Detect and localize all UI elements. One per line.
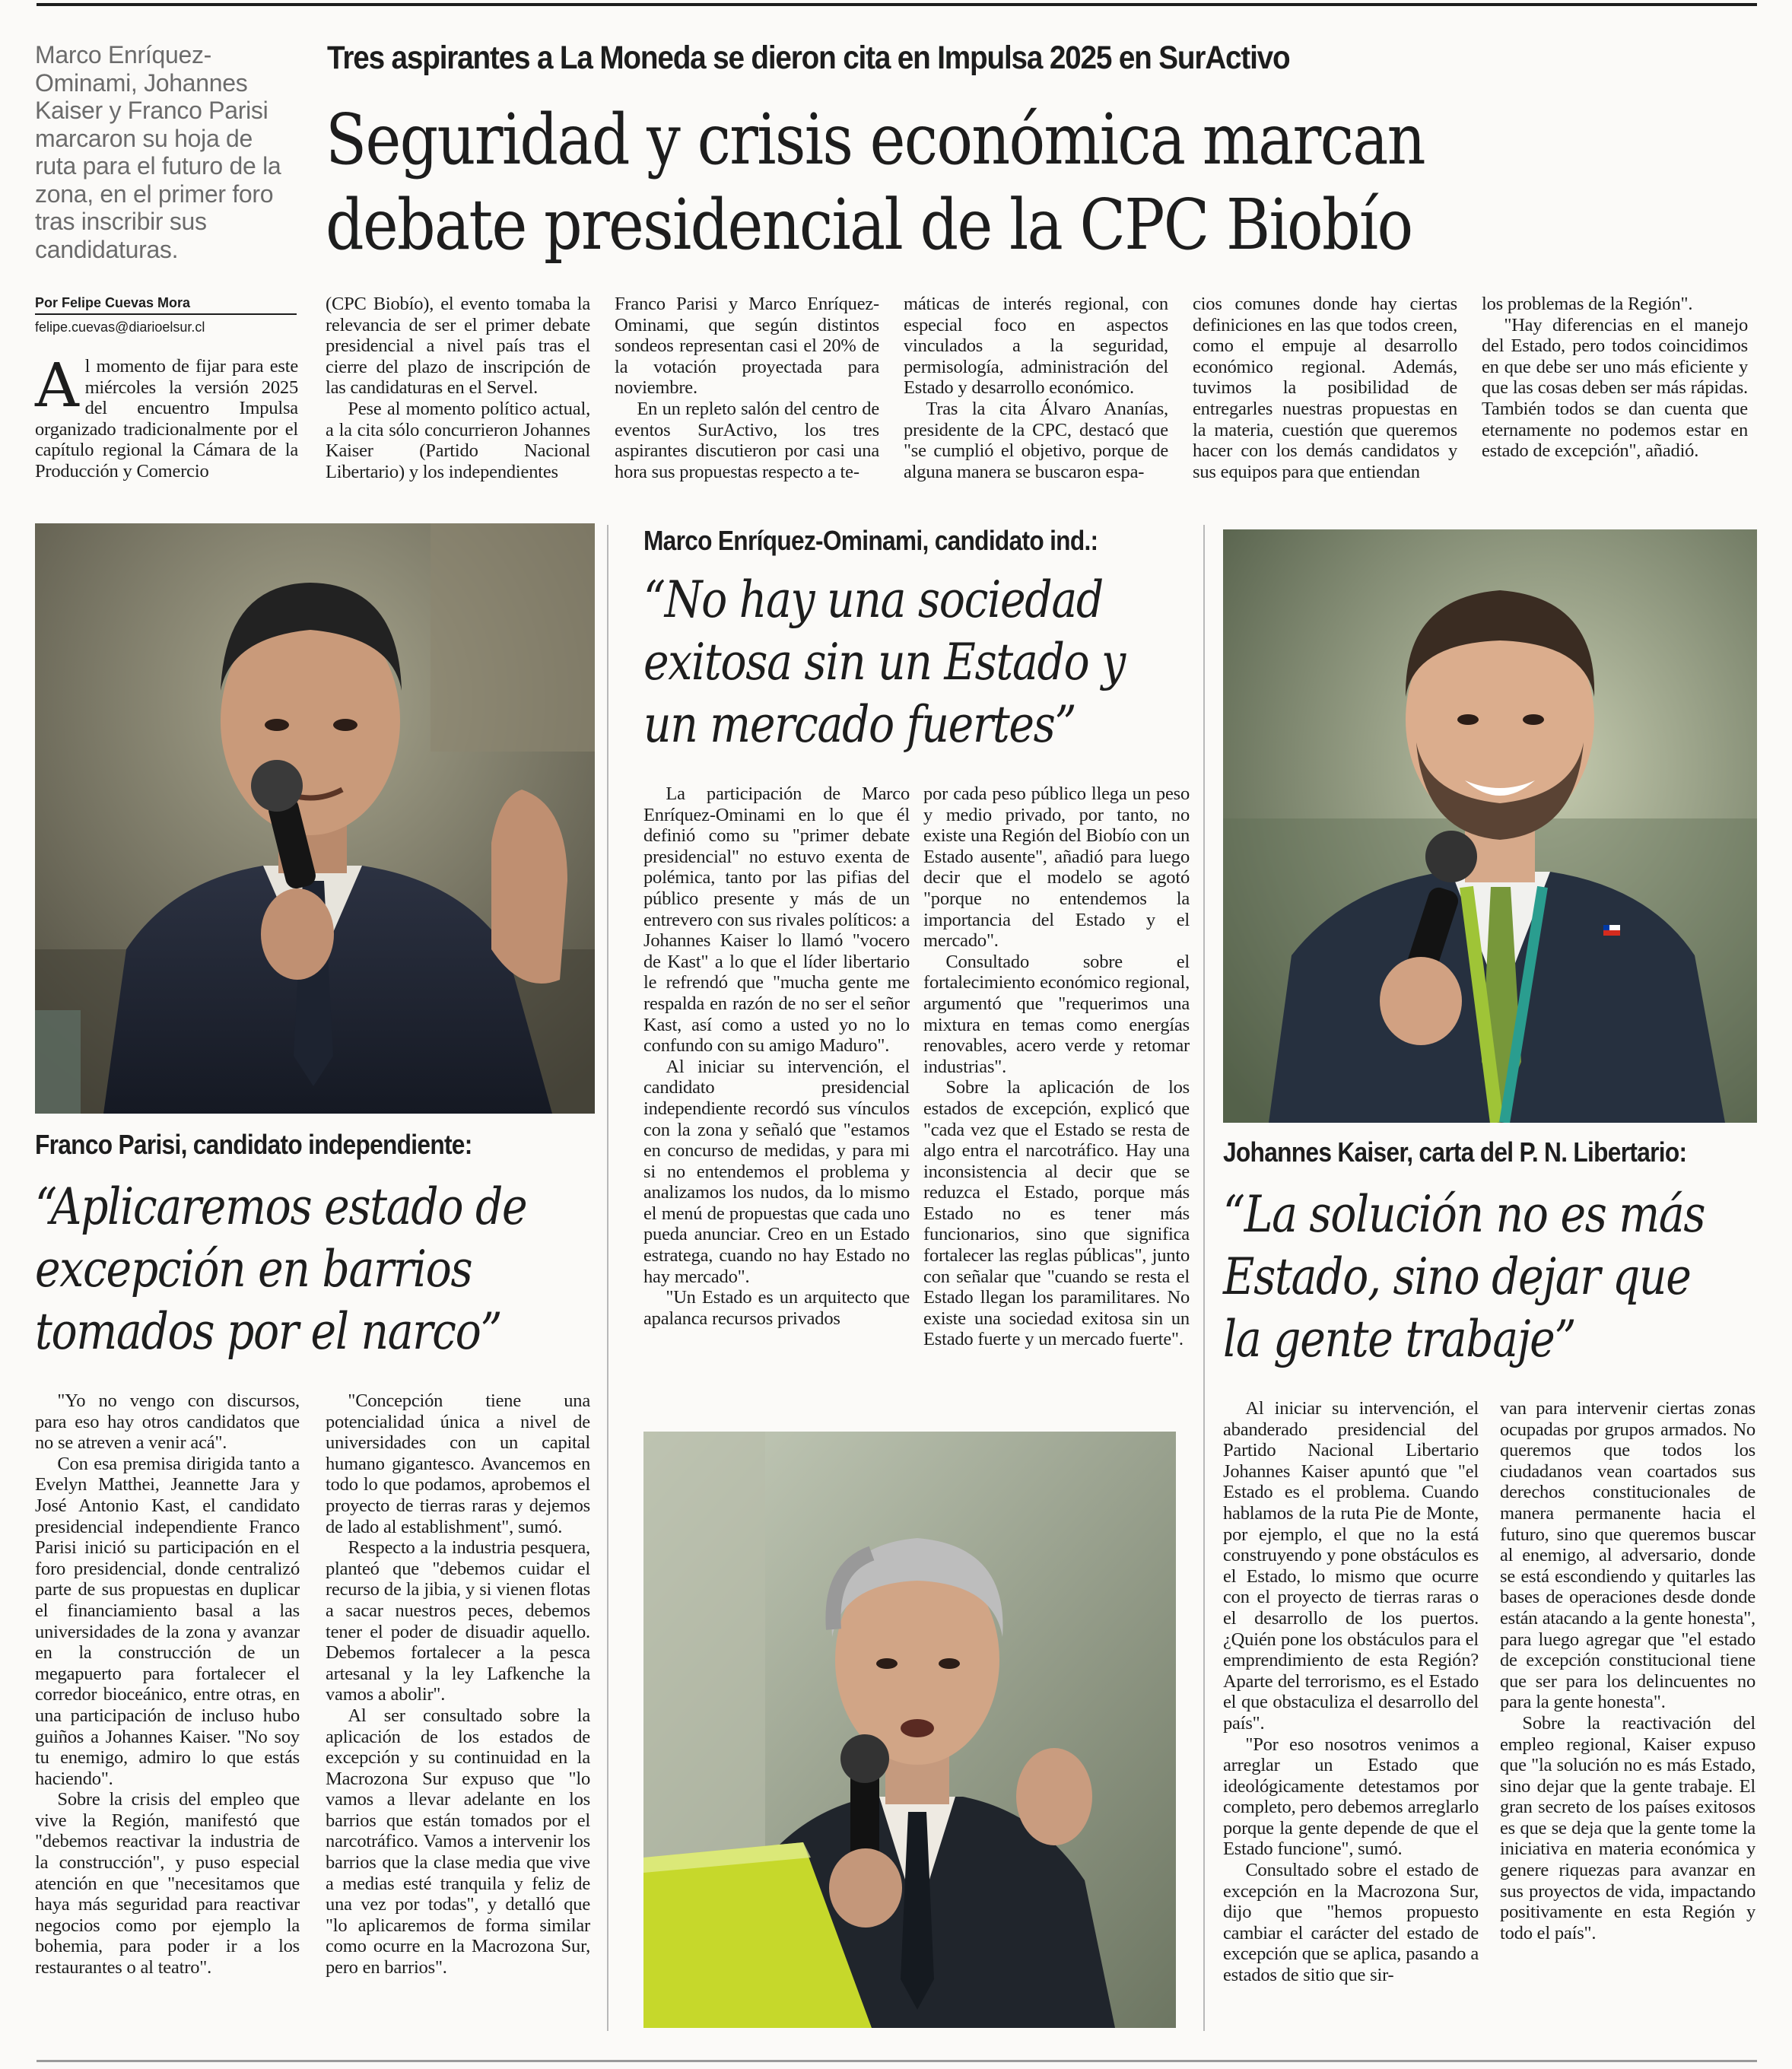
intro-col4-p1: máticas de interés regional, con especial foco en aspectos vinculados a la seguridad, permisología, administración del Estado y desarrollo económico. — [904, 294, 1168, 399]
intro-col2-p1: (CPC Biobío), el evento tomaba la relevancia de ser el primer debate presidencial a nivel país tras el cierre del plazo de inscripción de las candidaturas en el Servel. — [326, 294, 590, 399]
top-rule — [37, 3, 1757, 6]
intro-col4-p2: Tras la cita Álvaro Ananías, presidente de la CPC, destacó que "se cumplió el objetivo, porque de alguna manera se buscaron espa- — [904, 398, 1168, 482]
meo-quote-line-3: un mercado fuertes” — [643, 695, 1076, 754]
column-divider-left — [607, 525, 608, 2031]
intro-col3-p2: En un repleto salón del centro de eventos SurActivo, los tres aspirantes discutieron por casi una hora sus propuestas respecto a te- — [615, 398, 879, 482]
article-headline — [326, 97, 1771, 268]
intro-column-2 — [326, 294, 590, 482]
intro-column-4 — [904, 294, 1168, 482]
article-kicker: Tres aspirantes a La Moneda se dieron cita en Impulsa 2025 en SurActivo — [327, 40, 1290, 76]
parisi-column-2 — [326, 1390, 590, 1978]
column-divider-right — [1203, 525, 1205, 2031]
article-dek: Marco Enríquez-Ominami, Johannes Kaiser y Franco Parisi marcaron su hoja de ruta para el futuro de la zona, en el primer foro tras inscribir sus candidaturas. — [35, 41, 281, 263]
kaiser-col1-p1: Al iniciar su intervención, el abanderado presidencial del Partido Nacional Libertario Johannes Kaiser apuntó que "el Estado es el problema. Cuando hablamos de la ruta Pie de Monte, por ejemplo, el que no la está construyendo y pone obstáculos es el Estado, lo mismo que ocurre con el proyecto de tierras raras o el desarrollo de los puertos. ¿Quién pone los obstáculos para el emprendimiento de esta Región? Aparte del terrorismo, es el Estado el que obstaculiza el desarrollo del país". — [1223, 1398, 1479, 1734]
byline-email: felipe.cuevas@diarioelsur.cl — [35, 319, 205, 335]
intro-column-6 — [1482, 294, 1748, 462]
parisi-photo-image — [35, 523, 595, 1114]
intro-column-5 — [1193, 294, 1457, 482]
intro-column-3 — [615, 294, 879, 482]
parisi-quote-line-1: “Aplicaremos estado de — [35, 1178, 527, 1236]
kaiser-quote-line-3: la gente trabaje” — [1223, 1310, 1576, 1368]
meo-col2-p3: Sobre la aplicación de los estados de excepción, explicó que "cada vez que el Estado se resta de algo entra el narcotráfico. Hay una inconsistencia al decir que se reduzca el Estado, porque más Estado no es tener más funcionarios, sino que significa fortalecer las reglas públicas", junto con señalar que "cuando se resta el Estado llegan los paramilitares. No existe una sociedad exitosa sin un Estado fuerte y un mercado fuerte". — [923, 1077, 1190, 1350]
parisi-photo — [35, 523, 595, 1114]
kaiser-label: Johannes Kaiser, carta del P. N. Libertario: — [1223, 1136, 1687, 1168]
kaiser-col2-p1: van para intervenir ciertas zonas ocupadas por grupos armados. No queremos que todos los ciudadanos vean coartados sus derechos constitucionales de manera permanente hacia el futuro, sino que queremos buscar al enemigo, al adversario, donde se está escondiendo y quitarles las bases de operaciones desde donde están atacando a la gente honesta", para luego agregar que "el estado de excepción constitucional tiene que ser para los delincuentes no para la gente honesta". — [1500, 1398, 1755, 1713]
meo-col1-p2: Al iniciar su intervención, el candidato presidencial independiente recordó sus vínculos con la zona y señaló que "estamos en concurso de medidas, y para mi si no entendemos el problema y analizamos los nudos, da lo mismo el menú de propuestas que cada uno pueda anunciar. Creo en un Estado estratega, cuando no hay Estado no hay mercado". — [643, 1056, 910, 1287]
headline-line-1: Seguridad y crisis económica marcan — [326, 99, 1425, 180]
meo-col1-p1: La participación de Marco Enríquez-Ominami en lo que él definió como su "primer debate presidencial" no estuvo exenta de polémica, tanto por las pifias del público presente y más de un entrevero con sus rivales políticos: a Johannes Kaiser lo llamó "vocero de Kast" a lo que el líder libertario le refrendó que "mucha gente me respalda en razón de no ser el señor Kast, así como a usted yo no lo confundo con su amigo Maduro". — [643, 783, 910, 1057]
meo-col2-p1: por cada peso público llega un peso y medio privado, por tanto, no existe una Región del Biobío con un Estado ausente", añadió para luego decir que el modelo se agotó "porque no entendemos la importancia del Estado y el mercado". — [923, 783, 1190, 952]
parisi-quote-line-2: excepción en barrios — [35, 1240, 472, 1298]
byline-author: Por Felipe Cuevas Mora — [35, 294, 297, 315]
intro-col3-p1: Franco Parisi y Marco Enríquez-Ominami, que según distintos sondeos representan casi el 20% de la votación proyectada para noviembre. — [615, 294, 879, 399]
intro-col2-p2: Pese al momento político actual, a la cita sólo concurrieron Johannes Kaiser (Partido Nacional Libertario) y los independientes — [326, 398, 590, 482]
parisi-col1-p1: "Yo no vengo con discursos, para eso hay otros candidatos que no se atreven a venir acá". — [35, 1390, 300, 1454]
kaiser-photo-image — [1223, 529, 1757, 1123]
parisi-quote-line-3: tomados por el narco” — [35, 1302, 502, 1361]
kaiser-quote — [1223, 1184, 1757, 1371]
kaiser-quote-line-1: “La solución no es más — [1223, 1185, 1705, 1244]
meo-col2-p2: Consultado sobre el fortalecimiento económico regional, argumentó que "requerimos una mixtura en temas como energías renovables, acero verde y retomar industrias". — [923, 951, 1190, 1077]
byline — [35, 294, 297, 336]
meo-quote-line-2: exitosa sin un Estado y — [643, 633, 1125, 691]
meo-col1-p3: "Un Estado es un arquitecto que apalanca recursos privados — [643, 1287, 910, 1329]
intro-col5-text: cios comunes donde hay ciertas definiciones en las que todos creen, como el empuje al desarrollo económico regional. Además, tuvimos la posibilidad de entregarles nuestras propuestas en la materia, cuestión que queremos hacer con los demás candidatos y sus equipos para que entiendan — [1193, 294, 1457, 482]
kaiser-column-2 — [1500, 1398, 1755, 1943]
parisi-column-1 — [35, 1390, 300, 1978]
parisi-col2-p1: "Concepción tiene una potencialidad única a nivel de universidades con un capital humano gigantesco. Avancemos en todo lo que podamos, aprobemos el proyecto de tierras raras y dejemos de lado al establishment", sumó. — [326, 1390, 590, 1537]
meo-column-1 — [643, 783, 910, 1329]
intro-col1-text: l momento de fijar para este miércoles la versión 2025 del encuentro Impulsa organizado tradicionalmente por el capítulo regional la Cámara de la Producción y Comercio — [35, 356, 298, 481]
intro-column-1 — [35, 350, 298, 482]
meo-column-2 — [923, 783, 1190, 1350]
intro-col6-p2: "Hay diferencias en el manejo del Estado, pero todos coincidimos en que debe ser uno más eficiente y que las cosas deben ser más rápidas. También todos se dan cuenta que eternamente no podemos estar en estado de excepción", añadió. — [1482, 314, 1748, 462]
parisi-label: Franco Parisi, candidato independiente: — [35, 1129, 472, 1160]
parisi-col1-p3: Sobre la crisis del empleo que vive la Región, manifestó que "debemos reactivar la industria de la construcción", y puso especial atención en que "necesitamos que haya más seguridad para reactivar negocios como por ejemplo la bohemia, para poder ir a los restaurantes o al teatro". — [35, 1789, 300, 1978]
kaiser-quote-line-2: Estado, sino dejar que — [1223, 1247, 1691, 1306]
dropcap-letter: A — [35, 350, 79, 421]
parisi-col1-p2: Con esa premisa dirigida tanto a Evelyn Matthei, Jeannette Jara y José Antonio Kast, el candidato presidencial independiente Franco Parisi inició su participación en el foro presidencial, donde centralizó parte de sus propuestas en duplicar el financiamiento basal a las universidades de la zona y avanzar en la construcción de un megapuerto para fortalecer el corredor bioceánico, entre otras, en una participación de incluso hubo guiños a Johannes Kaiser. "No soy tu enemigo, admiro lo que estás haciendo". — [35, 1453, 300, 1789]
bottom-rule — [37, 2060, 1757, 2062]
kaiser-col2-p2: Sobre la reactivación del empleo regional, Kaiser expuso que "la solución no es más Estado, sino dejar que la gente trabaje. El gran secreto de los países exitosos es que se deja que la gente tome la iniciativa en materia económica y genere riquezas para avanzar en sus proyectos de vida, impactando positivamente en esta Región y todo el país". — [1500, 1712, 1755, 1943]
kaiser-col1-p2: "Por eso nosotros venimos a arreglar un Estado que ideológicamente detestamos por completo, pero debemos arreglarlo porque la gente depende de que el Estado funcione", sumó. — [1223, 1734, 1479, 1860]
meo-photo-image — [643, 1432, 1176, 2028]
kaiser-column-1 — [1223, 1398, 1479, 1986]
kaiser-photo — [1223, 529, 1757, 1123]
kaiser-col1-p3: Consultado sobre el estado de excepción en la Macrozona Sur, dijo que "hemos propuesto cambiar el carácter del estado de excepción que se aplica, pasando a estados de sitio que sir- — [1223, 1860, 1479, 1986]
headline-line-2: debate presidencial de la CPC Biobío — [326, 184, 1412, 265]
parisi-quote — [35, 1176, 595, 1363]
meo-label: Marco Enríquez-Ominami, candidato ind.: — [643, 525, 1098, 556]
intro-col6-p1: los problemas de la Región". — [1482, 294, 1693, 314]
meo-quote-line-1: “No hay una sociedad — [643, 570, 1103, 629]
meo-photo — [643, 1432, 1176, 2028]
meo-quote — [643, 569, 1191, 756]
parisi-col2-p3: Al ser consultado sobre la aplicación de los estados de excepción y su continuidad en la Macrozona Sur expuso que "lo vamos a llevar adelante en los barrios que están tomados por el narcotráfico. Vamos a intervenir los barrios que la clase media que vive a medias esté tranquila y feliz de una vez por todas", y detalló que "lo aplicaremos de forma similar como ocurre en la Macrozona Sur, pero en barrios". — [326, 1705, 590, 1978]
parisi-col2-p2: Respecto a la industria pesquera, planteó que "debemos cuidar el recurso de la jibia, y si vienen flotas a sacar nuestros peces, debemos tener el poder de disuadir aquello. Debemos fortalecer a la pesca artesanal y la ley Lafkenche la vamos a abolir". — [326, 1537, 590, 1705]
